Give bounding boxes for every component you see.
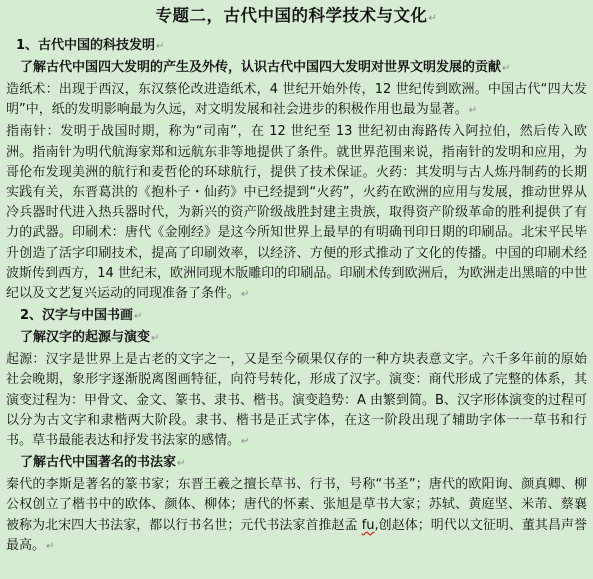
paragraph-mark-icon: ↵ (151, 333, 160, 345)
paragraph-mark-icon: ↵ (502, 63, 511, 74)
paragraph-compass-gunpowder-printing: 指南针：发明于战国时期，称为“司南”，在 12 世纪至 13 世纪初由海路传入阿拉伯，然后传入欧洲。指南针为明代航海家郑和远航东非等地提供了条件。就世界范围来说，指南针的发明和应用，为哥伦布发现美洲的航行和麦哲伦的环球航行，提供了技术保证。火药：其发明与古人炼丹制药的长期实践有关，东晋葛洪的《抱朴子・仙药》中已经提到“火药”，火药在欧洲的应用与发展，推动世界从冷兵器时代进入热兵器时代，为新兴的资产阶级战胜封建主贵族，取得资产阶级革命的胜利提供了有力的武器。印刷术：唐代《金刚经》是这今所知世界上最早的有明确刊印日期的印刷品。北宋平民毕升创造了活字印刷技术，提高了印刷效率，以经济、方便的形式推动了文化的传播。中国的印刷术经波斯传到西方，14 世纪末，欧洲同现木版雕印的印刷品。印刷术传到欧洲后，为欧洲走出黑暗的中世纪以及文艺复兴运动的同现准备了条件。↵ (6, 124, 587, 302)
paragraph-mark-icon: ↵ (241, 289, 250, 301)
spellcheck-underlined-word: fu (361, 517, 375, 533)
section2-heading: 2、汉字与中国书画↵ (20, 308, 143, 324)
section1-subheading: 了解古代中国四大发明的产生及外传，认识古代中国四大发明对世界文明发展的贡献↵ (20, 60, 511, 75)
paragraph-mark-icon: ↵ (134, 311, 143, 323)
section1-heading: 1、古代中国的科技发明↵ (16, 38, 165, 53)
paragraph-mark-icon: ↵ (177, 458, 186, 470)
paragraph-mark-icon: ↵ (468, 105, 478, 117)
paragraph-paper: 造纸术：出现于西汉，东汉蔡伦改进造纸术，4 世纪开始外传，12 世纪传到欧洲。中国古代“四大发明”中，纸的发明影响最为久远，对文明发展和社会进步的积极作用也最为显著。↵ (6, 82, 587, 118)
paragraph-mark-icon: ↵ (241, 436, 250, 448)
document-title: 专题二，古代中国的科学技术与文化↵ (155, 6, 438, 25)
paragraph-origin-evolution: 起源：汉字是世界上是古老的文字之一，又是至今硕果仅存的一种方块表意文字。六千多年前的原始社会晚期，象形字逐渐脱离图画特征，向符号转化，形成了汉字。演变：商代形成了完整的体系，其演变过程为：甲骨文、金文、篆书、隶书、楷书。演变趋势：A 由繁到简。B、汉字形体演变的过程可以分为古文字和隶楷两大阶段。隶书、楷书是正式字体，在这一阶段出现了辅助字体一一草书和行书。草书最能表达和抒发书法家的感情。↵ (6, 352, 587, 449)
paragraph-mark-icon: ↵ (428, 13, 438, 24)
paragraph-mark-icon: ↵ (156, 41, 165, 52)
section2-subheading2: 了解古代中国著名的书法家↵ (20, 455, 186, 471)
section2-subheading1: 了解汉字的起源与演变↵ (20, 330, 160, 346)
paragraph-calligraphers: 秦代的李斯是著名的篆书家；东晋王羲之擅长草书、行书，号称“书圣”；唐代的欧阳询、颜真卿、柳公权创立了楷书中的欧体、颜体、柳体；唐代的怀素、张旭是草书大家；苏轼、黄庭坚、米芾、蔡襄被称为北宋四大书法家，都以行书名世；元代书法家首推赵孟 fu,创赵体；明代以文征明、董其昌声誉最高。↵ (6, 477, 587, 553)
paragraph-mark-icon: ↵ (46, 540, 55, 552)
